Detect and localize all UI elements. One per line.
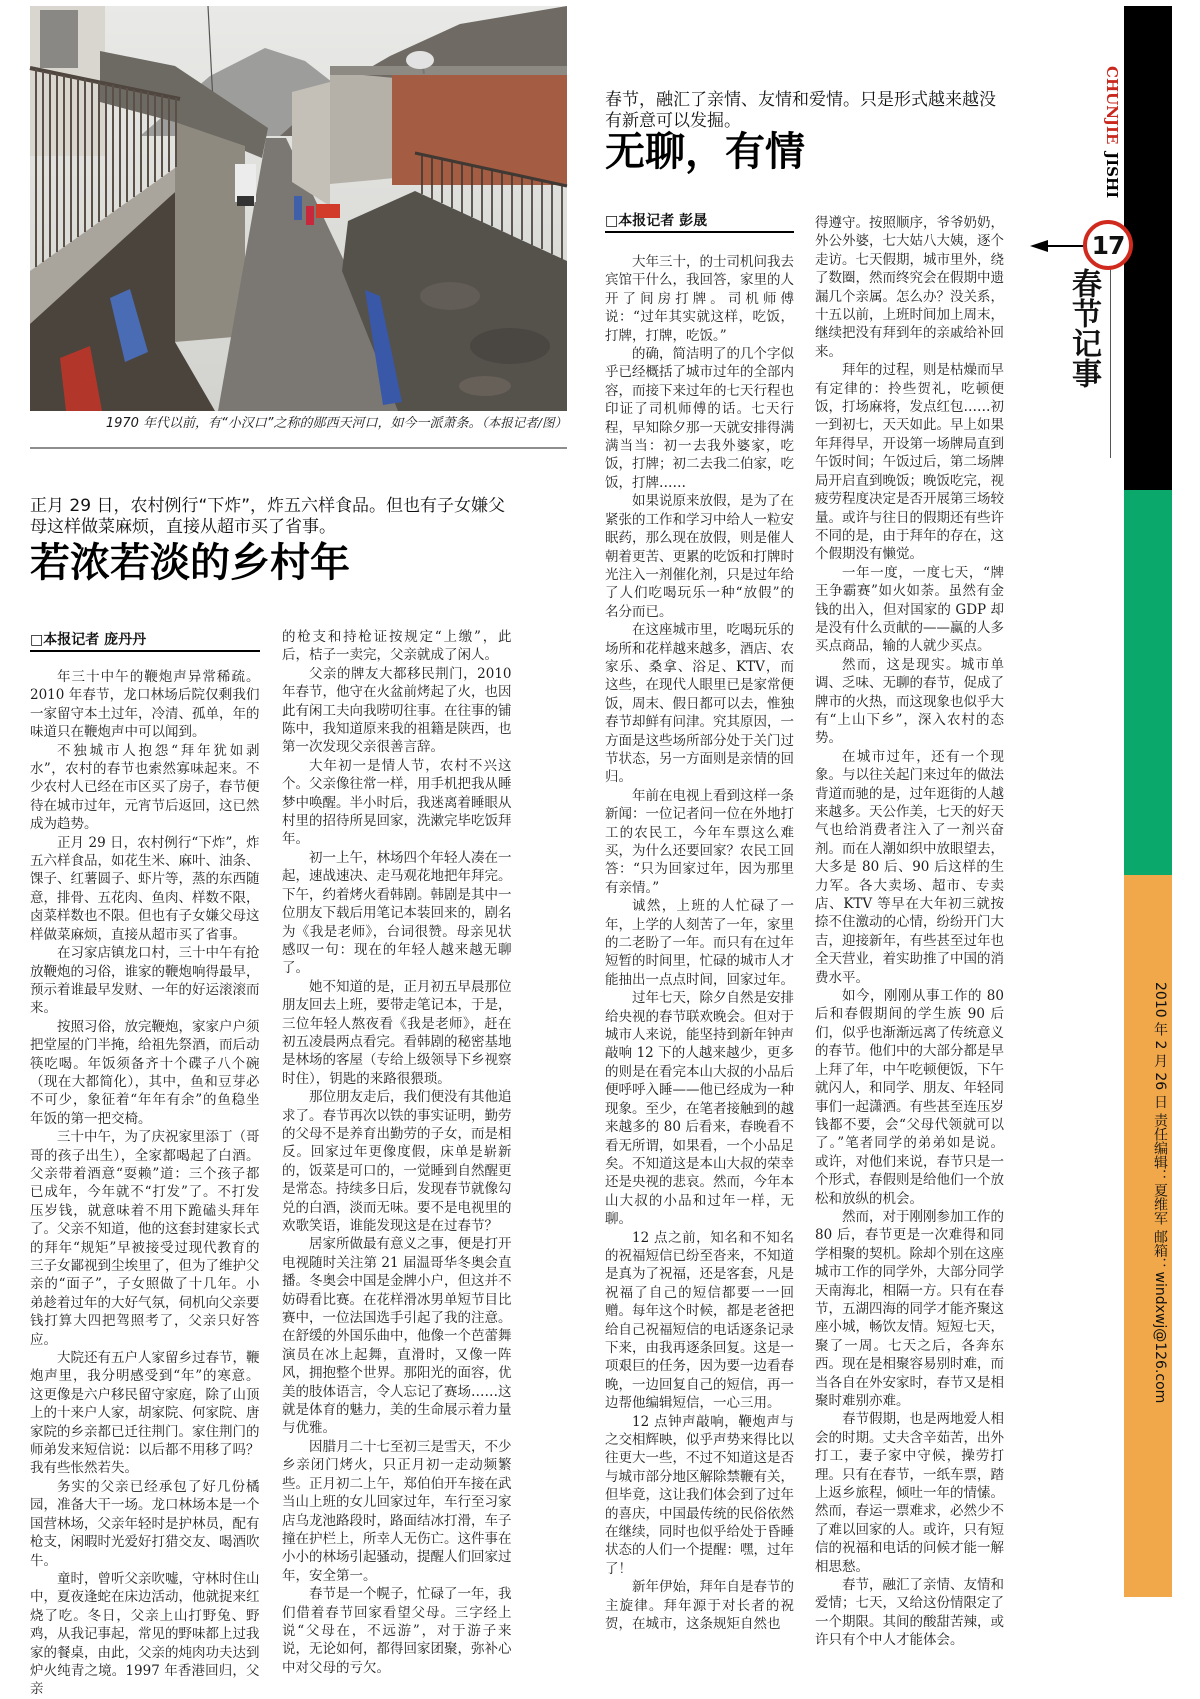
paragraph: 如果说原来放假，是为了在紧张的工作和学习中给人一粒安眠药，那么现在放假，则是催人朝着更苦、更累的吃饭和打牌时光注入一剂催化剂，只是过年给了人们吃喝玩乐一种“放假”的名分而已。 <box>605 493 794 620</box>
paragraph: 的枪支和持枪证按规定“上缴”，此后，桔子一卖完，父亲就成了闲人。 <box>282 629 512 664</box>
paragraph: 一年一度，一度七天，“牌王争霸赛”如火如荼。虽然有金钱的出入，但对国家的 GDP 却是没有什么贡献的——赢的人多买点商品，输的人就少买点。 <box>815 564 1004 655</box>
paragraph: 那位朋友走后，我们便没有其他追求了。春节再次以铁的事实证明，勤劳的父母不是养育出勤劳的子女，而是相反。回家过年更像度假，床单是崭新的，饭菜是可口的，一觉睡到自然醒更是常态。持续多日后，发现春节就像勾兑的白酒，淡而无味。要不是电视里的欢歌笑语，谁能发现这是在过春节？ <box>282 1089 512 1234</box>
paragraph: 正月 29 日，农村例行“下炸”，炸五六样食品，如花生米、麻叶、油条、馃子、红薯圆子、虾片等，蒸的东西随意，排骨、五花肉、鱼肉、样数不限，卤菜样数也不限。但也有子女嫌父母这样做菜麻烦，直接从超市买了省事。 <box>30 834 260 943</box>
page-number-badge: 17 <box>1083 220 1133 270</box>
section-bar-green <box>1124 490 1172 875</box>
paragraph: 初一上午，林场四个年轻人凑在一起，速战速决、走马观花地把年拜完。下午，约着烤火看韩剧。韩剧是其中一位朋友下载后用笔记本装回来的，剧名为《我是老师》，台词很赞。母亲见状感叹一句：现在的年轻人越来越无聊了。 <box>282 849 512 977</box>
paragraph: 春节是一个幌子，忙碌了一年，我们借着春节回家看望父母。三字经上说“父母在，不远游”，对于游子来说，无论如何，都得回家团聚，弥补心中对父母的亏欠。 <box>282 1586 512 1676</box>
paragraph: 因腊月二十七至初三是雪天，不少乡亲闭门烤火，只正月初一走动频繁些。正月初二上午，郑伯伯开车接在武当山上班的女儿回家过年，车行至习家店乌龙池路段时，路面结冰打滑，车子撞在护栏上，所幸人无伤亡。这件事在小小的林场引起骚动，提醒人们回家过年，安全第一。 <box>282 1438 512 1584</box>
paragraph: 如今，刚刚从事工作的 80 后和春假期间的学生族 90 后们，似乎也渐渐远离了传统意义的春节。他们中的大部分都是早上拜了年，中午吃顿便饭，下午就闪人，和同学、朋友、年轻同事们一起潇洒。有些甚至连压岁钱都不要，会“父母代领就可以了。”笔者同学的弟弟如是说。或许，对他们来说，春节只是一个形式，春假则是给他们一个放松和放纵的机会。 <box>815 988 1004 1207</box>
article-column <box>30 668 260 1698</box>
left-article-headline: 若浓若淡的乡村年 <box>30 539 350 586</box>
article-column <box>815 214 1004 1680</box>
photo-caption <box>30 414 567 433</box>
paragraph: 年前在电视上看到这样一条新闻：一位记者问一位在外地打工的农民工，今年车票这么难买，为什么还要回家？农民工回答：“只为回家过年，因为那里有亲情。” <box>605 787 794 896</box>
page-footer-info: 2010 年 2 月 26 日 责任编辑：夏维军 邮箱：windxwj@126.com <box>1152 982 1168 1404</box>
article-column <box>282 628 512 1680</box>
section-title: 春节记事 <box>1066 268 1101 388</box>
photo-credit: （本报记者/图） <box>481 415 567 430</box>
left-article-subhead: 正月 29 日，农村例行“下炸”，炸五六样食品。但也有子女嫌父母这样做菜麻烦，直接从超市买了省事。 <box>30 496 506 537</box>
right-article-byline: □本报记者 彭晟 <box>605 212 794 233</box>
photo-wall-texture <box>420 282 480 310</box>
photo-roof-edge <box>330 66 567 75</box>
right-article-subhead: 春节，融汇了亲情、友情和爱情。只是形式越来越没有新意可以发掘。 <box>605 90 996 131</box>
pointer-arrow-icon <box>1030 240 1048 252</box>
section-vertical-rule <box>1110 268 1111 458</box>
paragraph: 父亲的牌友大都移民荆门，2010 年春节，他守在火盆前烤起了火，也因此有闲工夫向我唠叨往事。在往事的铺陈中，我知道原来我的祖籍是陕西，也第一次发现父亲很善言辞。 <box>282 665 512 756</box>
paragraph: 然而，对于刚刚参加工作的 80 后，春节更是一次难得和同学相聚的契机。除却个别在这座城市工作的同学外，大部分同学天南海北，相隔一方。只有在春节，五湖四海的同学才能齐聚这座小城，畅饮友情。短短七天，聚了一周。七天之后，各奔东西。现在是相聚容易别时难，而当各自在外安家时，春节又是相聚时难别亦难。 <box>815 1208 1004 1409</box>
paragraph: 诚然，上班的人忙碌了一年，上学的人刻苦了一年，家里的二老盼了一年。而只有在过年短暂的时间里，忙碌的城市人才能抽出一点点时间，回家过年。 <box>605 898 794 988</box>
pointer-arrow-line <box>1046 245 1086 247</box>
paragraph: 然而，这是现实。城市单调、乏味、无聊的春节，促成了牌市的火热，而这现象也似乎大有“上山下乡”，深入农村的态势。 <box>815 656 1004 747</box>
article-column <box>605 253 794 1680</box>
paragraph: 在城市过年，还有一个现象。与以往关起门来过年的做法背道而驰的是，过年逛街的人越来越多。天公作美，七天的好天气也给消费者注入了一剂兴奋剂。而在人潮如织中放眼望去，大多是 80 后、90 后这样的生力军。各大卖场、超市、专卖店、KTV 等早在大年初三就按捺不住激动的心情，纷纷开门大吉，迎接新年，有些甚至过年也全天营业，着实助推了中国的消费水平。 <box>815 748 1004 986</box>
paragraph: 12 点之前，知名和不知名的祝福短信已纷至沓来，不知道是真为了祝福，还是客套，凡是祝福了自己的短信都要一一回赠。每年这个时候，都是老爸把给自己祝福短信的电话逐条记录下来，由我再逐条回复。这是一项艰巨的任务，因为要一边看春晚，一边回复自己的短信，再一边帮他编辑短信，一心三用。 <box>605 1229 794 1412</box>
caption-divider <box>30 447 567 449</box>
paragraph: 春节，融汇了亲情、友情和爱情；七天，又给这份情限定了一个期限。其间的酸甜苦辣，或许只有个中人才能体会。 <box>815 1577 1004 1649</box>
article-photo <box>30 6 567 411</box>
photo-wall-texture <box>459 376 511 396</box>
photo-person-blue <box>294 196 302 220</box>
photo-caption-text: 1970 年代以前，有“小汉口”之称的郧西天河口，如今一派萧条。 <box>105 416 482 431</box>
right-article-headline: 无聊，有情 <box>605 128 805 175</box>
photo-concrete-building <box>330 72 395 184</box>
paragraph: 在习家店镇龙口村，三十中午有抢放鞭炮的习俗，谁家的鞭炮响得最早，预示着谁最早发财、一年的好运滚滚而来。 <box>30 945 260 1017</box>
paragraph: 拜年的过程，则是枯燥而早有定律的：拎些贺礼，吃顿便饭，打场麻将，发点红包……初一到初七，天天如此。早上如果年拜得早，开设第一场牌局直到午饭时间；午饭过后，第二场牌局开启直到晚饭；晚饭吃完，视疲劳程度决定是否开展第三场较量。或许与往日的假期还有些许不同的是，由于拜年的存在，这个假期没有懒觉。 <box>815 362 1004 563</box>
paragraph: 大年初一是情人节，农村不兴这个。父亲像往常一样，用手机把我从睡梦中唤醒。半小时后，我迷离着睡眼从村里的招待所晃回家，洗漱完毕吃饭拜年。 <box>282 757 512 848</box>
paragraph: 12 点钟声敲响，鞭炮声与之交相辉映，似乎声势来得比以往更大一些，不过不知道这是否与城市部分地区解除禁鞭有关，但毕竟，这让我们体会到了过年的喜庆，中国最传统的民俗依然在继续，同时也似乎给处于昏睡状态的人们一个提醒：嘿，过年了！ <box>605 1413 794 1577</box>
photo-van-wheels <box>237 196 254 206</box>
left-article-byline: □本报记者 庞丹丹 <box>30 631 260 652</box>
section-pinyin-jishi: JISHI <box>1103 152 1121 199</box>
photo-block-wall <box>175 122 245 342</box>
paragraph: 不独城市人抱怨“拜年犹如剥水”，农村的春节也索然寡味起来。不少农村人已经在市区买了房子，春节便待在城市过年，元宵节后返回，这已然成为趋势。 <box>30 742 260 833</box>
paragraph: 大年三十，的士司机问我去宾馆干什么，我回答，家里的人开了间房打牌。司机师傅说：“过年其实就这样，吃饭，打牌，打牌，吃饭。” <box>605 254 794 344</box>
photo-window <box>40 10 78 68</box>
paragraph: 的确，简洁明了的几个字似乎已经概括了城市过年的全部内容，而接下来过年的七天行程也印证了司机师傅的话。七天行程，早知除夕那一天就安排得满满当当：初一去我外婆家，吃饭，打牌；初二去我二伯家，吃饭，打牌…… <box>605 346 794 491</box>
paragraph: 她不知道的是，正月初五早晨那位朋友回去上班，要带走笔记本，于是，三位年轻人熬夜看《我是老师》，赶在初五凌晨两点看完。看韩剧的秘密基地是林场的客屋（专给上级领导下乡视察时住），钥匙的来路很猥琐。 <box>282 978 512 1087</box>
photo-person-red <box>306 206 314 225</box>
paragraph: 三十中午，为了庆祝家里添丁（哥哥的孩子出生），全家都喝起了白酒。父亲带着酒意“耍赖”道：三个孩子都已成年，今年就不“打发”了。不打发压岁钱，就意味着不用下跪磕头拜年了。父亲不知道，他的这套封建家长式的拜年“规矩”早被接受过现代教育的三子女鄙视到尘埃里了，但为了维护父亲的“面子”，子女照做了十几年。小弟趁着过年的大好气氛，伺机向父亲要钱打算大四把驾照考了，父亲只好答应。 <box>30 1129 260 1348</box>
paragraph: 年三十中午的鞭炮声异常稀疏。2010 年春节，龙口林场后院仅剩我们一家留守本土过年，冷清、孤单，年的味道只在鞭炮声中可以闻到。 <box>30 669 260 741</box>
paragraph: 在这座城市里，吃喝玩乐的场所和花样越来越多，酒店、农家乐、桑拿、浴足、KTV，而这些，在现代人眼里已是家常便饭，周末、假日都可以去，惟独春节却鲜有问津。究其原因，一方面是这些场所部分处于关门过节状态，另一方面则是亲情的回归。 <box>605 622 794 786</box>
paragraph: 得遵守。按照顺序，爷爷奶奶，外公外婆，七大姑八大姨，逐个走访。七天假期，城市里外，绕了数圈，然而终究会在假期中遗漏几个亲属。怎么办？没关系，十五以前，上班时间加上周末，继续把没有拜到年的亲戚给补回来。 <box>815 215 1004 360</box>
photo-satellite-dish <box>406 51 434 69</box>
paragraph: 过年七天，除夕自然是安排给央视的春节联欢晚会。但对于城市人来说，能坚持到新年钟声敲响 12 下的人越来越少，更多的则是在看完本山大叔的小品后便呼呼入睡——他已经成为一种现象。至少，在笔者接触到的越来越多的 80 后看来，春晚看不看无所谓，如果看，一个小品足矣。不知道这是本山大叔的荣幸还是央视的悲哀。然而，今年本山大叔的小品和过年一样，无聊。 <box>605 990 794 1228</box>
paragraph: 务实的父亲已经承包了好几份橘园，准备大干一场。龙口林场本是一个国营林场，父亲年轻时是护林员，配有枪支，闲暇时光爱好打猎交友、喝酒吹牛。 <box>30 1478 260 1569</box>
paragraph: 新年伊始，拜年自是春节的主旋律。拜年源于对长者的祝贺，在城市，这条规矩自然也 <box>605 1579 794 1633</box>
paragraph: 大院还有五户人家留乡过春节，鞭炮声里，我分明感受到“年”的寒意。这更像是六户移民留守家庭，除了山顶上的十来户人家，胡家院、何家院、唐家院的乡亲都已迁往荆门。家住荆门的师弟发来短信说：以后都不用移了吗？我有些怅然若失。 <box>30 1350 260 1477</box>
photo-wall-texture <box>470 328 550 364</box>
paragraph: 居家所做最有意义之事，便是打开电视随时关注第 21 届温哥华冬奥会直播。冬奥会中国是金牌小户，但这并不妨碍看比赛。在花样滑冰男单短节目比赛中，一位法国选手引起了我的注意。在舒缓的外国乐曲中，他像一个芭蕾舞演员在冰上起舞，直滑时，又像一阵风，拥抱整个世界。那阳光的面容，优美的肢体语言，令人忘记了赛场……这就是体育的魅力，美的生命展示着力量与优雅。 <box>282 1236 512 1437</box>
photo-market-goods <box>316 204 340 218</box>
paragraph: 春节假期，也是两地爱人相会的时期。丈夫含辛茹苦，出外打工，妻子家中守候，操劳打理。只有在春节，一纸车票，踏上返乡旅程，倾吐一年的情愫。然而，春运一票难求，必然少不了难以回家的人。或许，只有短信的祝福和电话的问候才能一解相思愁。 <box>815 1411 1004 1575</box>
paragraph: 童时，曾听父亲吹嘘，守林时住山中，夏夜逢蛇在床边活动，他就捉来红烧了吃。冬日，父亲上山打野兔、野鸡，从我记事起，常见的野味都上过我家的餐桌，由此，父亲的炖肉功夫达到炉火纯青之境。1997 年香港回归，父亲 <box>30 1570 260 1698</box>
paragraph: 按照习俗，放完鞭炮，家家户户须把堂屋的门半掩，给祖先祭酒，而后动筷吃喝。年饭须备齐十个碟子八个碗（现在大都简化），其中，鱼和豆芽必不可少，象征着“年年有余”的鱼稳坐年饭的第一把交椅。 <box>30 1018 260 1127</box>
section-pinyin-chunjie: CHUNJIE <box>1103 66 1121 145</box>
